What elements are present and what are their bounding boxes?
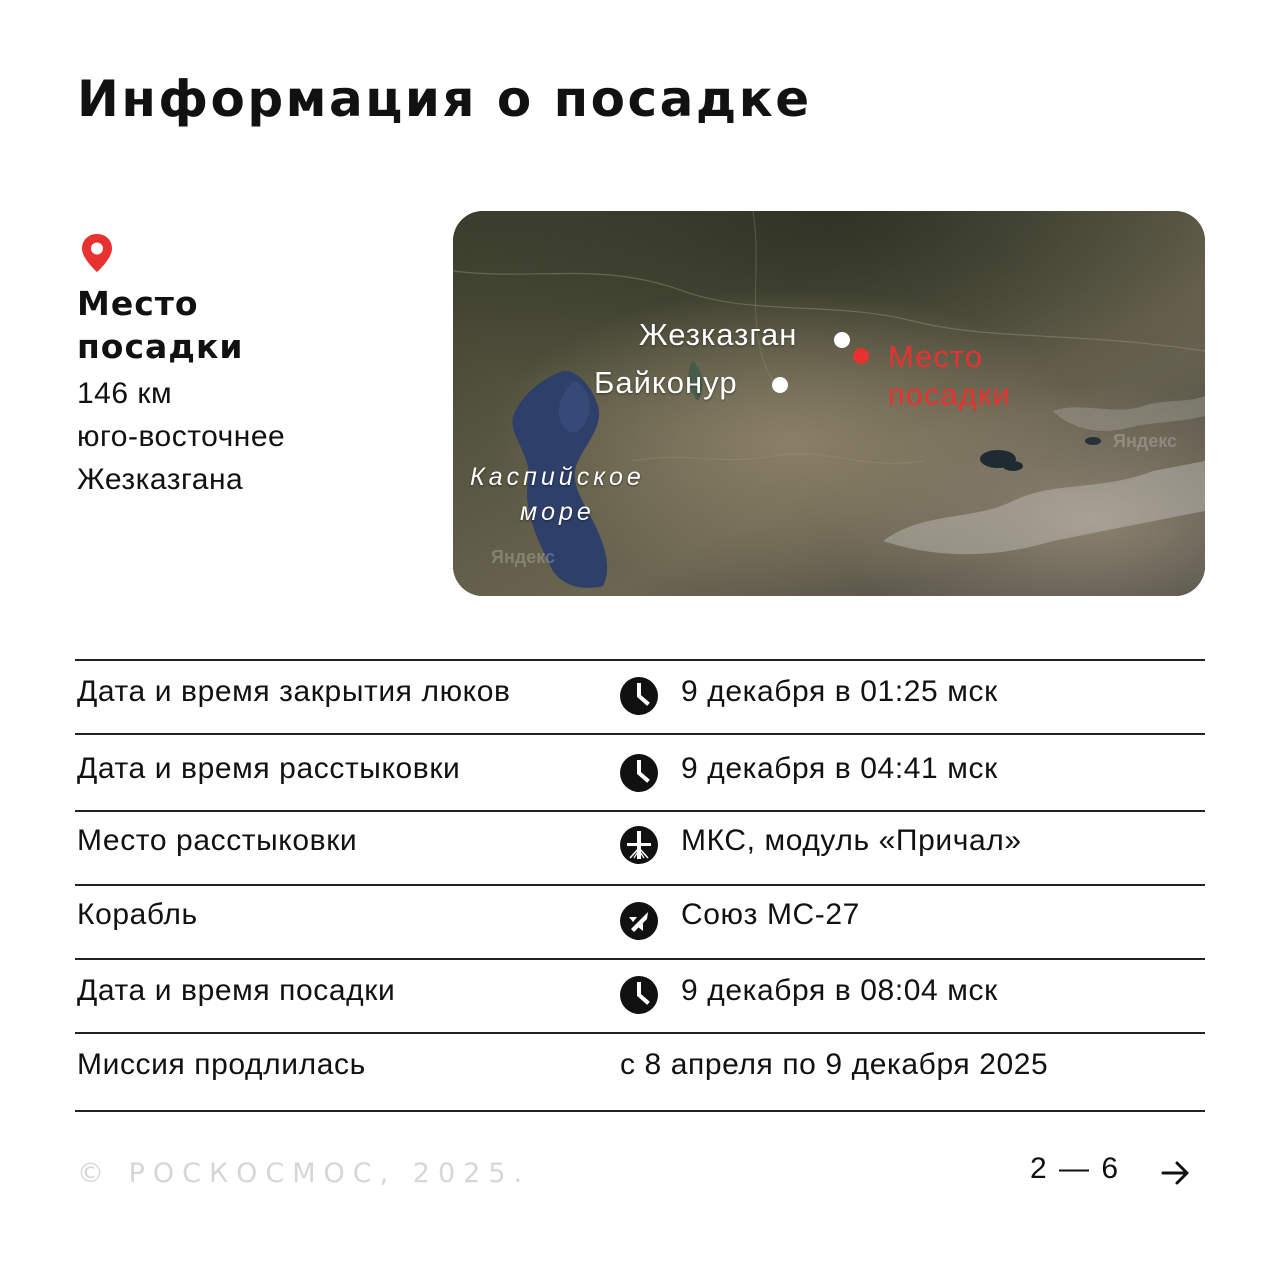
map-terrain <box>453 211 1205 596</box>
table-row <box>75 958 1205 1032</box>
row-label: Дата и время расстыковки <box>77 752 461 785</box>
map-label-landing-line2: посадки <box>888 377 1011 412</box>
map-label-landing-line1: Место <box>888 339 984 374</box>
clock-icon <box>620 976 658 1014</box>
map-marker-landing <box>853 348 869 364</box>
location-desc-line2: юго-восточнее <box>77 420 286 453</box>
map-label-sea-line2: море <box>519 498 595 526</box>
map-label-sea-line1: Каспийское <box>470 463 645 491</box>
map-label-landing <box>888 338 1011 414</box>
mission-info-table <box>75 659 1205 1112</box>
row-label: Корабль <box>77 898 198 931</box>
row-value: МКС, модуль «Причал» <box>681 824 1022 857</box>
spaceship-icon <box>620 902 658 940</box>
table-row <box>75 659 1205 733</box>
location-heading-line2: посадки <box>77 327 244 366</box>
location-description <box>77 372 407 501</box>
table-row <box>75 810 1205 884</box>
map-marker-zhezkazgan <box>834 332 850 348</box>
row-label: Дата и время посадки <box>77 974 396 1007</box>
map-watermark-2: Яндекс <box>1113 431 1178 451</box>
row-value: 9 декабря в 04:41 мск <box>681 752 998 785</box>
space-station-icon <box>620 826 658 864</box>
row-label: Место расстыковки <box>77 824 358 857</box>
table-row <box>75 1032 1205 1112</box>
row-label: Миссия продлилась <box>77 1048 366 1081</box>
location-heading-line1: Место <box>77 284 199 323</box>
landing-location-block <box>77 232 407 501</box>
map-label-caspian-sea <box>470 460 645 530</box>
satellite-map <box>453 211 1205 596</box>
arrow-right-icon[interactable] <box>1160 1158 1192 1188</box>
row-value: с 8 апреля по 9 декабря 2025 <box>620 1048 1049 1081</box>
table-row <box>75 884 1205 958</box>
map-marker-baikonur <box>772 377 788 393</box>
copyright: © РОСКОСМОС, 2025. <box>77 1158 531 1189</box>
map-watermark: Яндекс <box>491 547 556 567</box>
page-title: Информация о посадке <box>77 70 812 128</box>
location-desc-line1: 146 км <box>77 377 173 410</box>
table-row <box>75 733 1205 810</box>
row-value: Союз МС-27 <box>681 898 860 931</box>
location-heading <box>77 282 407 368</box>
map-label-baikonur: Байконур <box>594 365 738 400</box>
row-value: 9 декабря в 08:04 мск <box>681 974 998 1007</box>
map-pin-icon <box>79 232 115 274</box>
location-desc-line3: Жезказгана <box>77 463 244 496</box>
page-indicator: 2 — 6 <box>1030 1152 1121 1185</box>
row-value: 9 декабря в 01:25 мск <box>681 675 998 708</box>
clock-icon <box>620 754 658 792</box>
row-label: Дата и время закрытия люков <box>77 675 511 708</box>
map-label-zhezkazgan: Жезказган <box>639 317 798 352</box>
clock-icon <box>620 677 658 715</box>
